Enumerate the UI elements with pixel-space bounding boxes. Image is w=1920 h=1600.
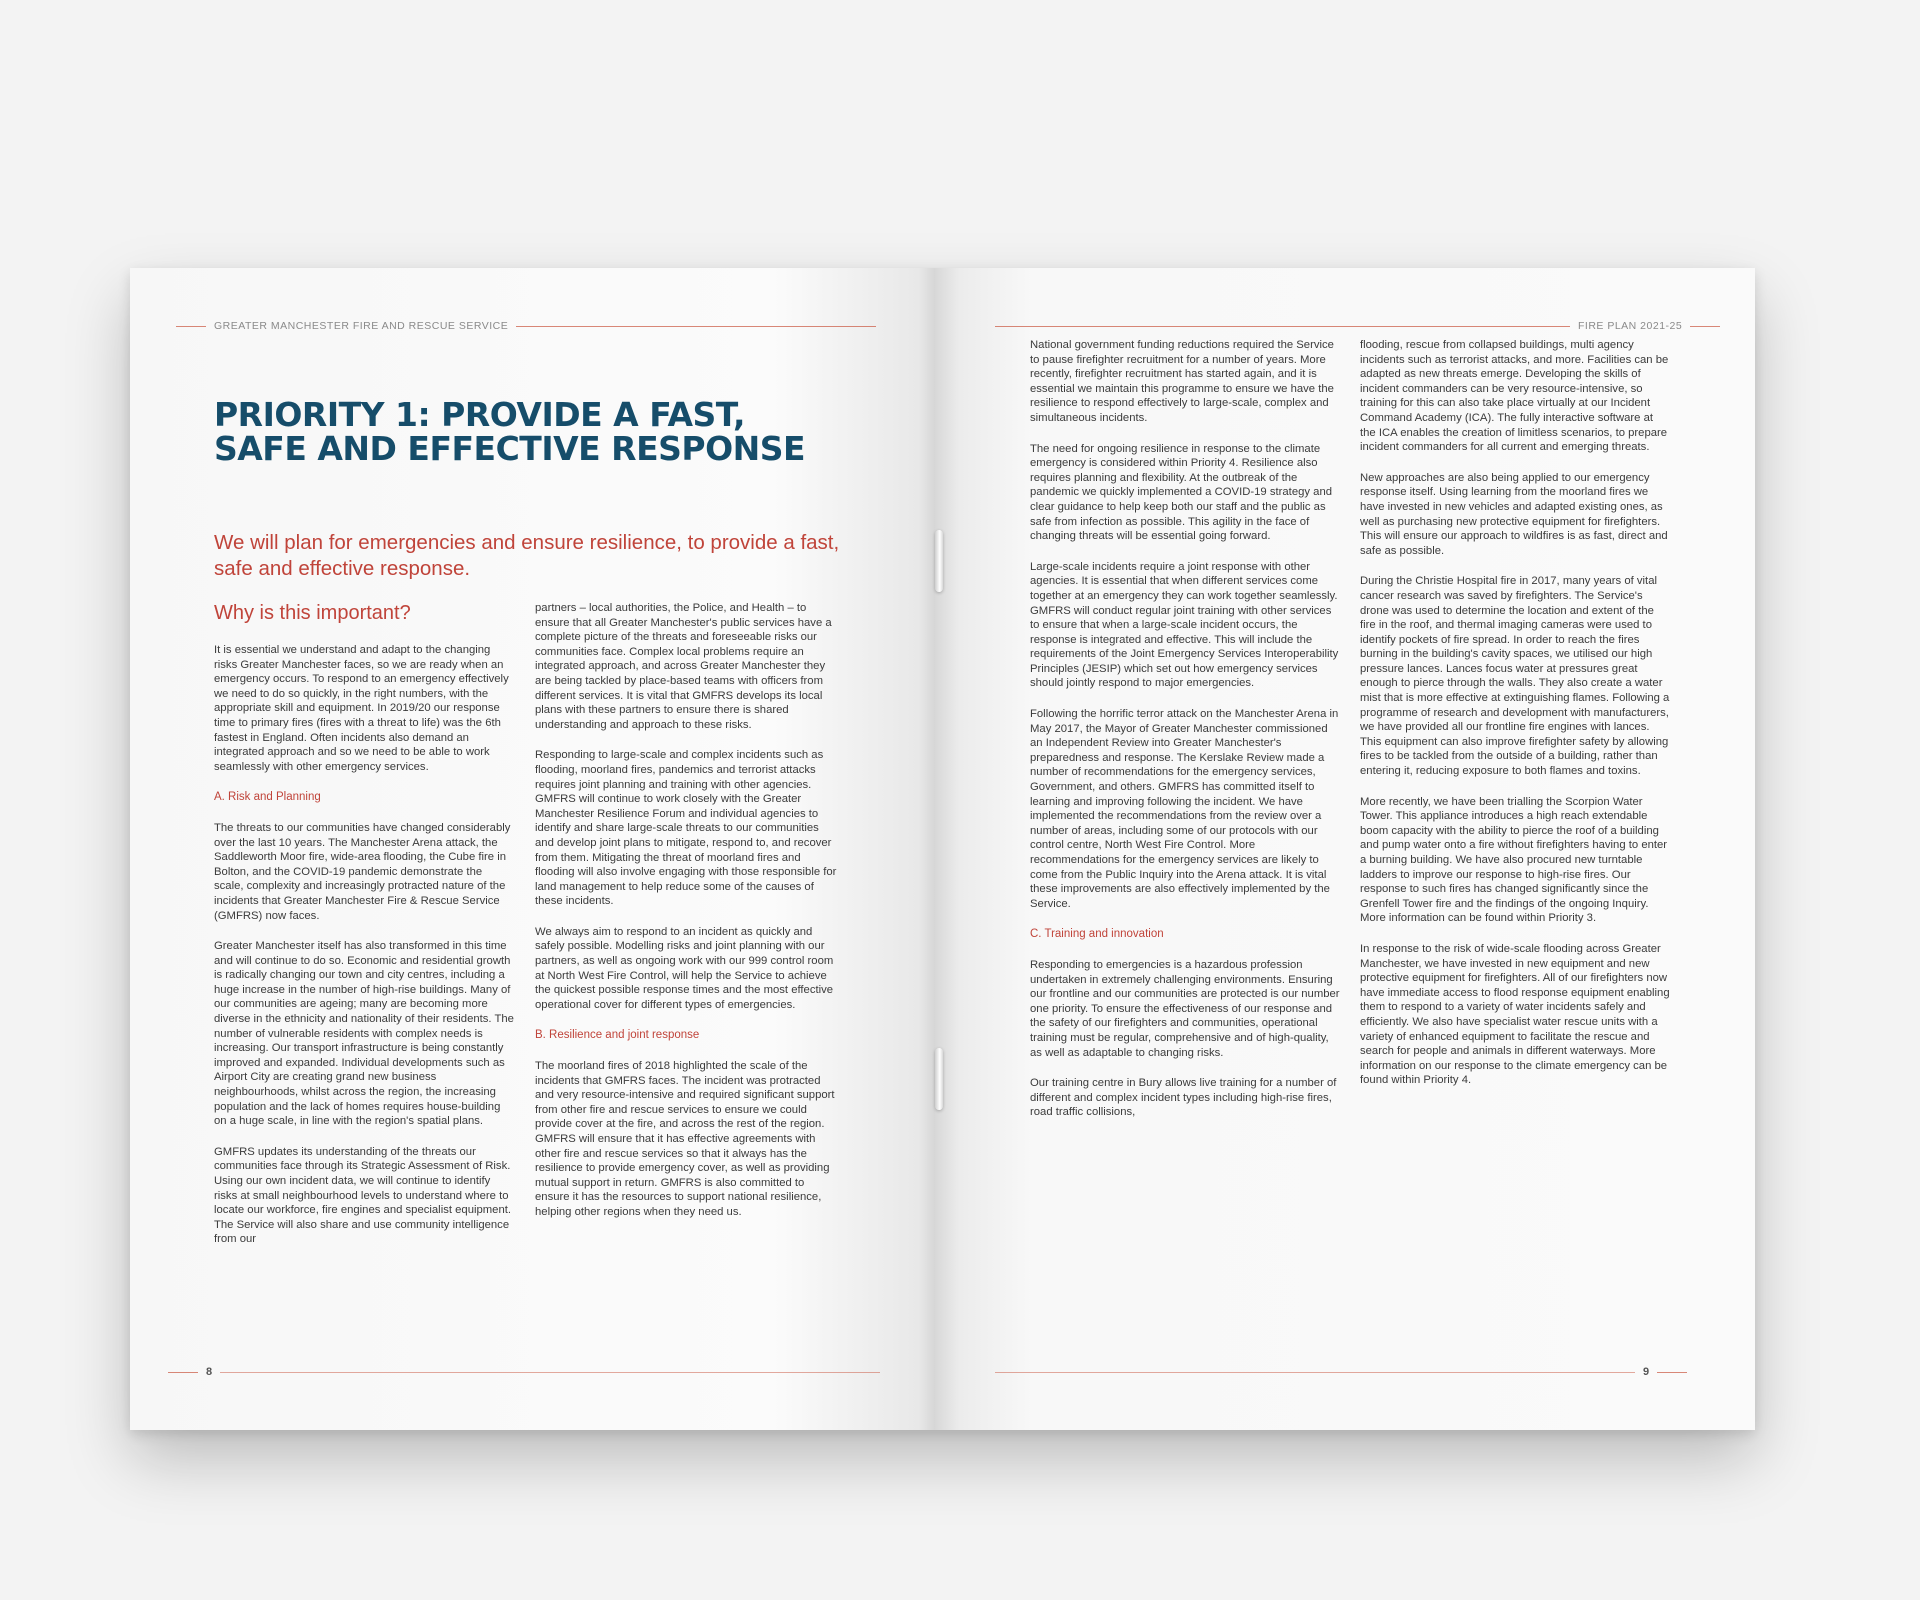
paragraph: Large-scale incidents require a joint response with other agencies. It is essential that when different services come together at an emergency they can work together seamlessly. GMFRS will conduct regular joint training with other services to ensure that when a large-scale incident occurs, the response is integrated and effective. This will include the requirements of the Joint Emergency Services Interoperability Principles (JESIP) which set out how emergency services should jointly respond to major emergencies. — [1030, 560, 1339, 690]
paragraph: During the Christie Hospital fire in 2017, many years of vital cancer research was saved by firefighters. The Service's drone was used to determine the location and extent of the fire in the roof, and thermal imaging cameras were used to identify pockets of fire spread. In order to reach the fires burning in the building's cavity spaces, we utilised our high pressure lances. Lances focus water at pressures great enough to pierce through the walls. They also create a water mist that is more effective at extinguishing flames. Following a programme of research and development with manufacturers, we have provided all our frontline fire engines with lances. This equipment can also improve firefighter safety by allowing fires to be tackled from the outside of a building, rather than entering it, reducing exposure to both flames and toxins. — [1360, 575, 1670, 778]
paragraph: National government funding reductions required the Service to pause firefighter recruitment for a number of years. More recently, firefighter recruitment has started again, and it is essential we maintain this programme to ensure we have the resilience to respond effectively to large-scale, complex and simultaneous incidents. — [1030, 339, 1334, 424]
paragraph: Our training centre in Bury allows live training for a number of different and complex incident types including high-rise fires, road traffic collisions, — [1030, 1077, 1337, 1119]
paragraph: partners – local authorities, the Police, and Health – to ensure that all Greater Manchester's public services have a complete picture of the threats and foreseeable risks our communities face. Complex local problems require an integrated approach, and across Greater Manchester they are being tackled by place-based teams with officers from different services. It is vital that GMFRS develops its local plans with these partners to ensure there is shared understanding and approach to these risks. — [535, 602, 832, 731]
left-column-2 — [535, 601, 840, 1236]
subheading-resilience: B. Resilience and joint response — [535, 1029, 700, 1042]
running-head-text: GREATER MANCHESTER FIRE AND RESCUE SERVICE — [214, 320, 509, 332]
booklet-spread — [130, 268, 1755, 1430]
page-number-left: 8 — [168, 1366, 880, 1378]
paragraph: The need for ongoing resilience in response to the climate emergency is considered within Priority 4. Resilience also requires planning and flexibility. At the outbreak of the pandemic we quickly implemented a COVID-19 strategy and clear guidance to help keep both our staff and the public as safe from infection as possible. This agility in the face of changing threats will be essential going forward. — [1030, 442, 1333, 543]
paragraph: The moorland fires of 2018 highlighted the scale of the incidents that GMFRS faces. The incident was protracted and very resource-intensive and required significant support from other fire and rescue services to ensure we could provide cover at the fire, and across the rest of the region. GMFRS will ensure that it has effective agreements with other fire and rescue services so that it always has the resilience to provide emergency cover, as well as providing mutual support in return. GMFRS is also committed to ensure it has the resources to support national resilience, helping other regions when they need us. — [535, 1060, 835, 1218]
subheading-risk-planning: A. Risk and Planning — [214, 791, 321, 804]
running-head-text: FIRE PLAN 2021-25 — [1578, 320, 1683, 332]
title-line-1: PRIORITY 1: PROVIDE A FAST, — [214, 395, 746, 434]
page-title — [214, 395, 874, 468]
paragraph: Responding to emergencies is a hazardous profession undertaken in extremely challenging environments. Ensuring our frontline and our communities are protected is our number one priority. To ensure the effectiveness of our response and the safety of our firefighters and communities, operational training must be regular, comprehensive and of high-quality, as well as adaptable to changing risks. — [1030, 958, 1340, 1059]
paragraph: More recently, we have been trialling the Scorpion Water Tower. This appliance introduces a high reach extendable boom capacity with the ability to pierce the roof of a building and pump water onto a fire without firefighters having to enter a burning building. We have also procured new turntable ladders to improve our response to high-rise fires. Our response to such fires has changed significantly since the Grenfell Tower fire and the findings of the ongoing Inquiry. More information can be found within Priority 3. — [1360, 795, 1668, 925]
paragraph: The threats to our communities have changed considerably over the last 10 years. The Manchester Arena attack, the Saddleworth Moor fire, wide-area flooding, the Cube fire in Bolton, and the COVID-19 pandemic demonstrate the scale, complexity and increasingly protracted nature of the incidents that Greater Manchester Fire & Rescue Service (GMFRS) now faces. — [214, 821, 511, 922]
paragraph: We always aim to respond to an incident as quickly and safely possible. Modelling risks and joint planning with our partners, as well as ongoing work with our 999 control room at North West Fire Control, will help the Service to achieve the quickest possible response times and the most effective operational cover for different types of emergencies. — [535, 925, 834, 1011]
section-title: Why is this important? — [214, 602, 411, 624]
paragraph: Responding to large-scale and complex incidents such as flooding, moorland fires, pandemics and terrorist attacks requires joint planning and training with other agencies. GMFRS will continue to work closely with the Greater Manchester Resilience Forum and individual agencies to identify and share large-scale threats to our communities and develop joint plans to mitigate, respond to, and recover from them. Mitigating the threat of moorland fires and flooding will also involve engaging with those responsible for land management to help reduce some of the causes of these incidents. — [535, 749, 837, 908]
staple-top — [935, 530, 943, 592]
running-head-left — [176, 320, 876, 332]
right-column-2 — [1360, 338, 1670, 1104]
paragraph: GMFRS updates its understanding of the threats our communities face through its Strategic Assessment of Risk. Using our own incident data, we will continue to identify risks at small neighbourhood levels to understand where to locate our workforce, fire engines and specialist equipment. The Service will also share and use community intelligence from our — [214, 1145, 512, 1246]
paragraph: In response to the risk of wide-scale flooding across Greater Manchester, we have invested in new equipment and new protective equipment for firefighters. All of our firefighters now have immediate access to flood response equipment enabling them to respond to a variety of water incidents safely and efficiently. We also have specialist water rescue units with a variety of enhanced equipment to facilitate the rescue and search for people and animals in different waterways. More information on our response to the climate emergency can be found within Priority 4. — [1360, 942, 1670, 1087]
title-line-2: SAFE AND EFFECTIVE RESPONSE — [214, 429, 806, 468]
paragraph: It is essential we understand and adapt to the changing risks Greater Manchester faces, so we are ready when an emergency occurs. To respond to an emergency effectively we need to do so quickly, in the right numbers, with the appropriate skill and equipment. In 2019/20 our response time to primary fires (fires with a threat to life) was the 6th fastest in England. Often incidents also demand an integrated approach and so we need to be able to work seamlessly with other emergency services. — [214, 644, 509, 773]
left-column-1 — [214, 643, 514, 1263]
paragraph: Following the horrific terror attack on the Manchester Arena in May 2017, the Mayor of Greater Manchester commissioned an Independent Review into Greater Manchester's preparedness and response. The Kerslake Review made a number of recommendations for the emergency services, Government, and others. GMFRS has committed itself to learning and improving following the incident. We have implemented the recommendations from the review over a number of areas, including some of our protocols with our control centre, North West Fire Control. More recommendations for the emergency services are likely to come from the Public Inquiry into the Arena attack. It is vital these improvements are also effectively implemented by the Service. — [1030, 708, 1339, 910]
intro-subtitle: We will plan for emergencies and ensure resilience, to provide a fast, safe and effective response. — [214, 531, 840, 580]
right-column-1 — [1030, 338, 1340, 1136]
page-number-right: 9 — [995, 1366, 1687, 1378]
paragraph: New approaches are also being applied to our emergency response itself. Using learning from the moorland fires we have invested in new vehicles and adapted existing ones, as well as purchasing new protective equipment for firefighters. This will ensure our approach to wildfires is as fast, direct and safe as possible. — [1360, 471, 1668, 557]
left-page — [130, 268, 935, 1430]
paragraph: Greater Manchester itself has also transformed in this time and will continue to do so. Economic and residential growth is radically changing our town and city centres, including a huge increase in the number of high-rise buildings. Many of our communities are ageing; many are becoming more diverse in the ethnicity and nationality of their residents. The number of vulnerable residents with complex needs is increasing. Our transport infrastructure is being constantly improved and expanded. Individual developments such as Airport City are creating grand new business neighbourhoods, whilst across the region, the increasing population and the lack of homes requires house-building on a huge scale, in line with the region's spatial plans. — [214, 940, 514, 1128]
staple-bottom — [935, 1048, 943, 1110]
running-head-right — [995, 320, 1720, 332]
right-page — [935, 268, 1755, 1430]
paragraph: flooding, rescue from collapsed buildings, multi agency incidents such as terrorist attacks, and more. Facilities can be adapted as new threats emerge. Developing the skills of incident commanders can be very resource-intensive, so training for this can also take place virtually at our Incident Command Academy (ICA). The fully interactive software at the ICA enables the creation of limitless scenarios, to prepare incident commanders for all current and emerging threats. — [1360, 339, 1669, 454]
subheading-training: C. Training and innovation — [1030, 928, 1164, 941]
